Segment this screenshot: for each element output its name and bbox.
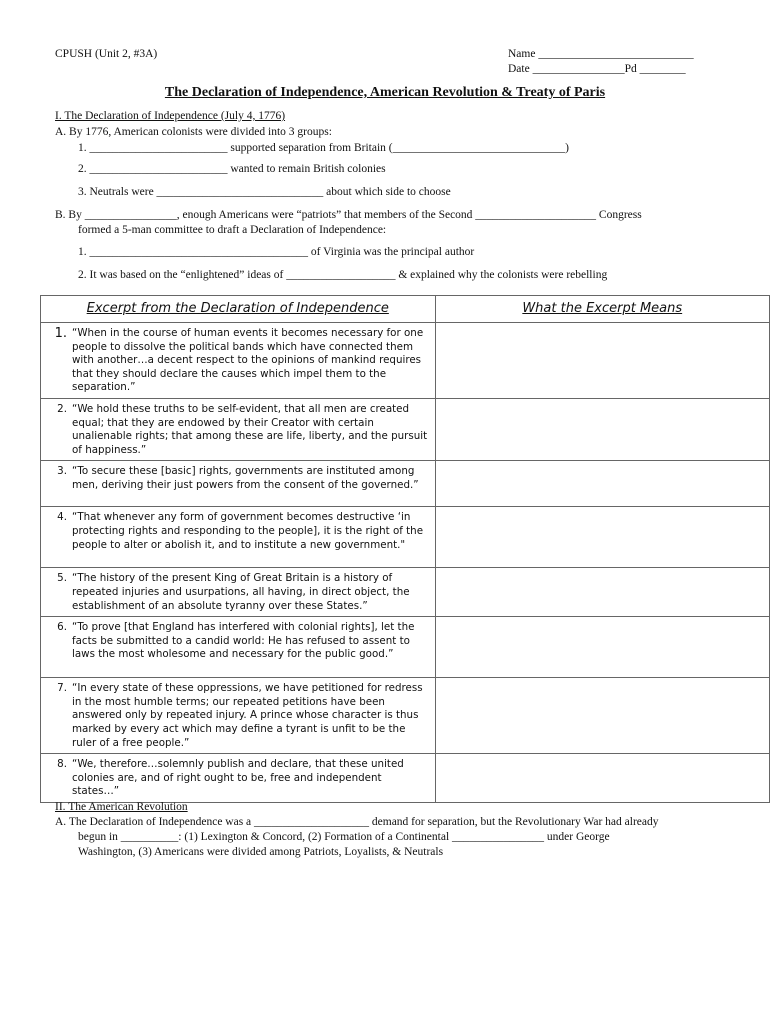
- row-number: 1.: [41, 323, 71, 399]
- section1-b-line-2: formed a 5-man committee to draft a Declaration of Independence:: [78, 224, 387, 236]
- excerpt-text: “We, therefore…solemnly publish and declare, that these united colonies are, and of right ought to be, free and independent states…”: [70, 754, 435, 803]
- row-number: 6.: [41, 617, 71, 678]
- row-number: 5.: [41, 568, 71, 617]
- section1-b-item-1: 1. ______________________________________ of Virginia was the principal author: [78, 246, 475, 258]
- section1-b-item-2: 2. It was based on the “enlightened” ideas of ___________________ & explained why the colonists were rebelling: [78, 269, 608, 281]
- row-number: 3.: [41, 461, 71, 507]
- table-row: [41, 507, 770, 568]
- col-header-excerpt: Excerpt from the Declaration of Independence: [41, 296, 436, 323]
- col-header-meaning: What the Excerpt Means: [435, 296, 770, 323]
- section2-a-line-2: begun in __________: (1) Lexington & Concord, (2) Formation of a Continental ________________ under George: [78, 831, 610, 843]
- name-field[interactable]: Name ___________________________: [508, 48, 694, 60]
- section1-heading: I. The Declaration of Independence (July 4, 1776): [55, 110, 286, 122]
- date-period-field[interactable]: Date ________________Pd ________: [508, 63, 686, 75]
- excerpt-table: [40, 295, 770, 803]
- table-row: [41, 568, 770, 617]
- meaning-answer-cell[interactable]: [435, 323, 770, 399]
- row-number: 8.: [41, 754, 71, 803]
- table-row: [41, 399, 770, 461]
- meaning-answer-cell[interactable]: [435, 754, 770, 803]
- meaning-answer-cell[interactable]: [435, 678, 770, 754]
- meaning-answer-cell[interactable]: [435, 399, 770, 461]
- excerpt-text: “To prove [that England has interfered with colonial rights], let the facts be submitted to a candid world: He has refused to assent to laws the most wholesome and necessary for the public good.”: [70, 617, 435, 678]
- excerpt-text: “We hold these truths to be self-evident, that all men are created equal; that they are endowed by their Creator with certain unalienable rights; that among these are life, liberty, and the pursuit of happiness.”: [70, 399, 435, 461]
- section2-heading: II. The American Revolution: [55, 801, 188, 813]
- meaning-answer-cell[interactable]: [435, 568, 770, 617]
- meaning-answer-cell[interactable]: [435, 461, 770, 507]
- table-header-row: [41, 296, 770, 323]
- row-number: 4.: [41, 507, 71, 568]
- section1-a-item-3: 3. Neutrals were _____________________________ about which side to choose: [78, 186, 451, 198]
- page-title: The Declaration of Independence, American Revolution & Treaty of Paris: [164, 85, 606, 100]
- section1-a-item-1: 1. ________________________ supported separation from Britain (______________________________): [78, 142, 569, 154]
- section1-a-line: A. By 1776, American colonists were divided into 3 groups:: [55, 126, 332, 138]
- row-number: 7.: [41, 678, 71, 754]
- table-row: [41, 678, 770, 754]
- table-row: [41, 323, 770, 399]
- section1-b-line-1: B. By ________________, enough Americans were “patriots” that members of the Second _____________________ Congress: [55, 209, 642, 221]
- meaning-answer-cell[interactable]: [435, 617, 770, 678]
- row-number: 2.: [41, 399, 71, 461]
- excerpt-text: “The history of the present King of Great Britain is a history of repeated injuries and usurpations, all having, in direct object, the establishment of an absolute tyranny over these States.”: [70, 568, 435, 617]
- course-label: CPUSH (Unit 2, #3A): [55, 48, 158, 60]
- table-row: [41, 461, 770, 507]
- excerpt-text: “That whenever any form of government becomes destructive ‘in protecting rights and responding to the people], it is the right of the people to alter or abolish it, and to institute a new government.": [70, 507, 435, 568]
- table-row: [41, 754, 770, 803]
- excerpt-text: “When in the course of human events it becomes necessary for one people to dissolve the political bands which have connected them with another…a decent respect to the opinions of mankind requires that they should declare the causes which impel them to the separation.”: [70, 323, 435, 399]
- excerpt-text: “To secure these [basic] rights, governments are instituted among men, deriving their just powers from the consent of the governed.”: [70, 461, 435, 507]
- excerpt-text: “In every state of these oppressions, we have petitioned for redress in the most humble terms; our repeated petitions have been answered only by repeated injury. A prince whose character is thus marked by every act which may define a tyrant is unfit to be the ruler of a free people.”: [70, 678, 435, 754]
- table-row: [41, 617, 770, 678]
- section2-a-line-1: A. The Declaration of Independence was a ____________________ demand for separation, but the Revolutionary War had already: [55, 816, 659, 828]
- meaning-answer-cell[interactable]: [435, 507, 770, 568]
- section1-a-item-2: 2. ________________________ wanted to remain British colonies: [78, 163, 386, 175]
- section2-a-line-3: Washington, (3) Americans were divided among Patriots, Loyalists, & Neutrals: [78, 846, 444, 858]
